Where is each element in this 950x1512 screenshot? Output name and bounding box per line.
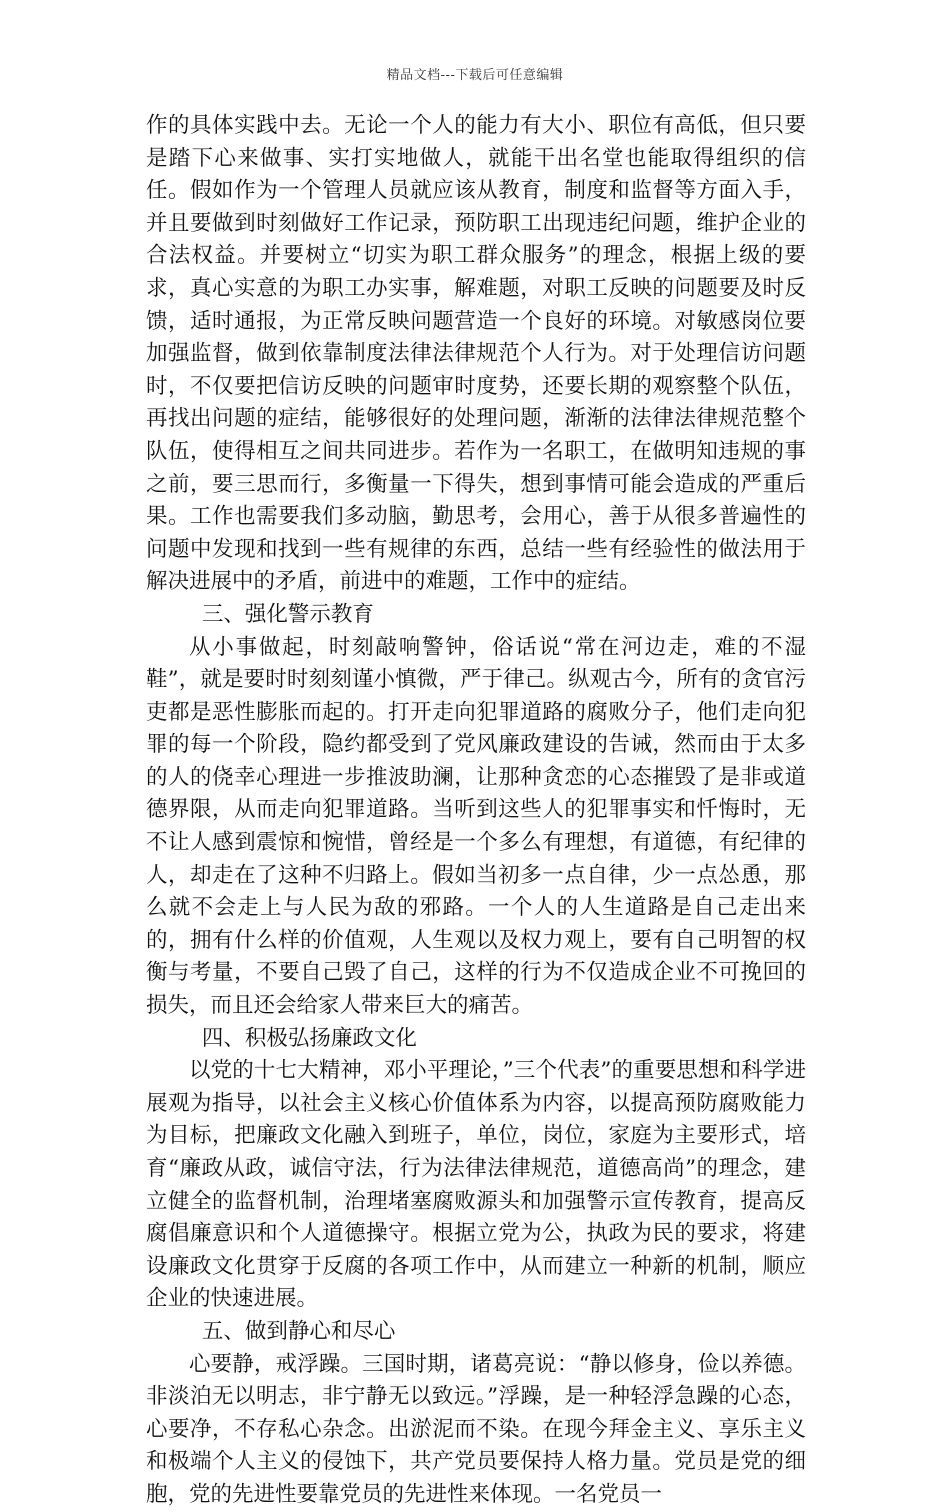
paragraph-continued: 作的具体实践中去。无论一个人的能力有大小、职位有高低，但只要是踏下心来做事、实打实地做人，就能干出名堂也能取得组织的信任。假如作为一个管理人员就应该从教育，制度和监督等方面入手，并且要做到时刻做好工作记录，预防职工出现违纪问题，维护企业的合法权益。并要树立“切实为职工群众服务”的理念，根据上级的要求，真心实意的为职工办实事，解难题，对职工反映的问题要及时反馈，适时通报，为正常反映问题营造一个良好的环境。对敏感岗位要加强监督，做到依靠制度法律法律规范个人行为。对于处理信访问题时，不仅要把信访反映的问题审时度势，还要长期的观察整个队伍，再找出问题的症结，能够很好的处理问题，渐渐的法律法律规范整个队伍，使得相互之间共同进步。若作为一名职工，在做明知违规的事之前，要三思而行，多衡量一下得失，想到事情可能会造成的严重后果。工作也需要我们多动脑，勤思考，会用心，善于从很多普遍性的问题中发现和找到一些有规律的东西，总结一些有经验性的做法用于解决进展中的矛盾，前进中的难题，工作中的症结。 [146, 113, 806, 595]
paragraph-section-5: 心要静，戒浮躁。三国时期，诸葛亮说：“静以修身，俭以养德。非淡泊无以明志，非宁静无以致远。”浮躁，是一种轻浮急躁的心态，心要净，不存私心杂念。出淤泥而不染。在现今拜金主义、享乐主义和极端个人主义的侵蚀下，共产党员要保持人格力量。党员是党的细胞，党的先进性要靠党员的先进性来体现。一名党员一 [146, 1351, 806, 1507]
section-heading-3: 三、强化警示教育 [201, 601, 374, 627]
section-heading-4: 四、积极弘扬廉政文化 [201, 1025, 417, 1051]
paragraph-section-4: 以党的十七大精神，邓小平理论，”三个代表”的重要思想和科学进展观为指导，以社会主义核心价值体系为内容，以提高预防腐败能力为目标，把廉政文化融入到班子，单位，岗位，家庭为主要形式，培育“廉政从政，诚信守法，行为法律法律规范，道德高尚”的理念，建立健全的监督机制，治理堵塞腐败源头和加强警示宣传教育，提高反腐倡廉意识和个人道德操守。根据立党为公，执政为民的要求，将建设廉政文化贯穿于反腐的各项工作中，从而建立一种新的机制，顺应企业的快速进展。 [146, 1058, 806, 1312]
document-body [146, 110, 806, 1512]
page-header: 精品文档---下载后可任意编辑 [386, 68, 564, 83]
section-heading-5: 五、做到静心和尽心 [201, 1318, 396, 1344]
paragraph-section-3: 从小事做起，时刻敲响警钟，俗话说“常在河边走，难的不湿鞋”，就是要时时刻刻谨小慎微，严于律己。纵观古今，所有的贪官污吏都是恶性膨胀而起的。打开走向犯罪道路的腐败分子，他们走向犯罪的每一个阶段，隐约都受到了党风廉政建设的告诫，然而由于太多的人的侥幸心理进一步推波助澜，让那种贪恋的心态摧毁了是非或道德界限，从而走向犯罪道路。当听到这些人的犯罪事实和忏悔时，无不让人感到震惊和惋惜，曾经是一个多么有理想，有道德，有纪律的人，却走在了这种不归路上。假如当初多一点自律，少一点怂恿，那么就不会走上与人民为敌的邪路。一个人的人生道路是自己走出来的，拥有什么样的价值观，人生观以及权力观上，要有自己明智的权衡与考量，不要自己毁了自己，这样的行为不仅造成企业不可挽回的损失，而且还会给家人带来巨大的痛苦。 [146, 634, 806, 1019]
